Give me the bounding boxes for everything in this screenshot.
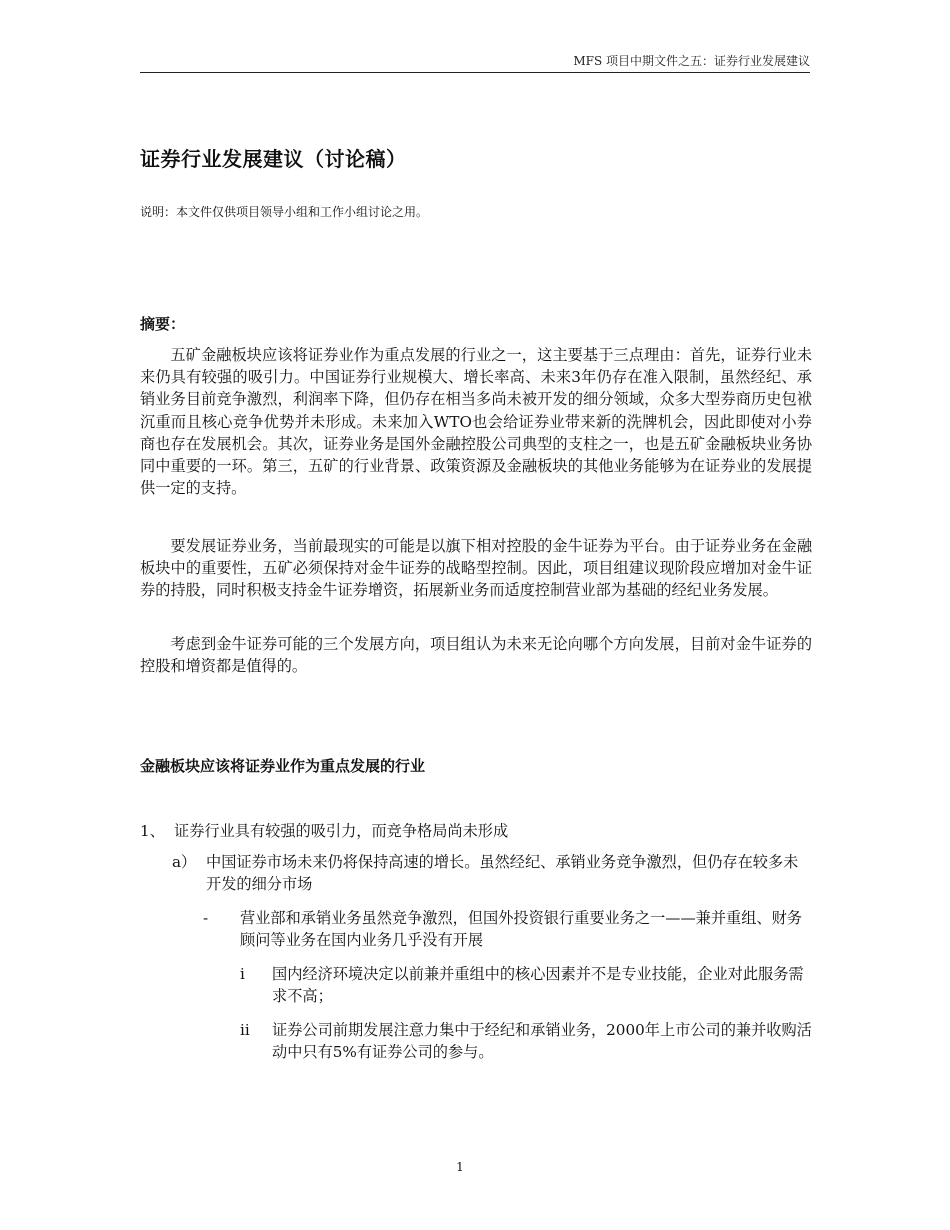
outline-text: 证券公司前期发展注意力集中于经纪和承销业务，2000年上市公司的兼并收购活动中只有5%有证券公司的参与。	[272, 1021, 812, 1062]
outline-text: 营业部和承销业务虽然竞争激烈，但国外投资银行重要业务之一——兼并重组、财务顾问等业务在国内业务几乎没有开展	[240, 909, 802, 950]
outline-item-level4	[240, 1019, 812, 1063]
outline-item-level3	[203, 907, 813, 951]
abstract-heading: 摘要：	[140, 315, 186, 333]
outline-marker: 1、	[140, 822, 165, 840]
header-divider	[140, 72, 810, 73]
abstract-paragraph: 五矿金融板块应该将证券业作为重点发展的行业之一，这主要基于三点理由：首先，证券行业未来仍具有较强的吸引力。中国证券行业规模大、增长率高、未来3年仍存在准入限制，虽然经纪、承销业务目前竞争激烈，利润率下降，但仍存在相当多尚未被开发的细分领域，众多大型券商历史包袱沉重而且核心竞争优势并未形成。未来加入WTO也会给证券业带来新的洗牌机会，因此即使对小券商也存在发展机会。其次，证券业务是国外金融控股公司典型的支柱之一，也是五矿金融板块业务协同中重要的一环。第三，五矿的行业背景、政策资源及金融板块的其他业务能够为在证券业的发展提供一定的支持。	[140, 346, 812, 498]
outline-marker: ii	[240, 1021, 250, 1039]
page-number: 1	[456, 1160, 464, 1174]
abstract-paragraph: 考虑到金牛证券可能的三个发展方向，项目组认为未来无论向哪个方向发展，目前对金牛证券的控股和增资都是值得的。	[140, 635, 812, 676]
outline-item-level4	[240, 963, 812, 1007]
outline-item-level2	[172, 851, 812, 895]
outline-marker: i	[240, 965, 245, 983]
abstract-paragraph: 要发展证券业务，当前最现实的可能是以旗下相对控股的金牛证券为平台。由于证券业务在金融板块中的重要性，五矿必须保持对金牛证券的战略型控制。因此，项目组建议现阶段应增加对金牛证券的持股，同时积极支持金牛证券增资，拓展新业务而适度控制营业部为基础的经纪业务发展。	[140, 537, 812, 600]
outline-item-level1	[140, 820, 810, 842]
outline-marker: -	[203, 909, 209, 927]
outline-text: 中国证券市场未来仍将保持高速的增长。虽然经纪、承销业务竞争激烈，但仍存在较多未开发的细分市场	[206, 853, 799, 894]
running-header: MFS 项目中期文件之五：证券行业发展建议	[573, 54, 810, 68]
outline-text: 证券行业具有较强的吸引力，而竞争格局尚未形成	[174, 822, 509, 840]
outline-marker: a）	[172, 853, 197, 871]
usage-note: 说明：本文件仅供项目领导小组和工作小组讨论之用。	[140, 205, 429, 219]
section-heading: 金融板块应该将证券业作为重点发展的行业	[140, 757, 426, 775]
document-title: 证券行业发展建议（讨论稿）	[140, 147, 407, 171]
outline-text: 国内经济环境决定以前兼并重组中的核心因素并不是专业技能，企业对此服务需求不高；	[272, 965, 804, 1006]
